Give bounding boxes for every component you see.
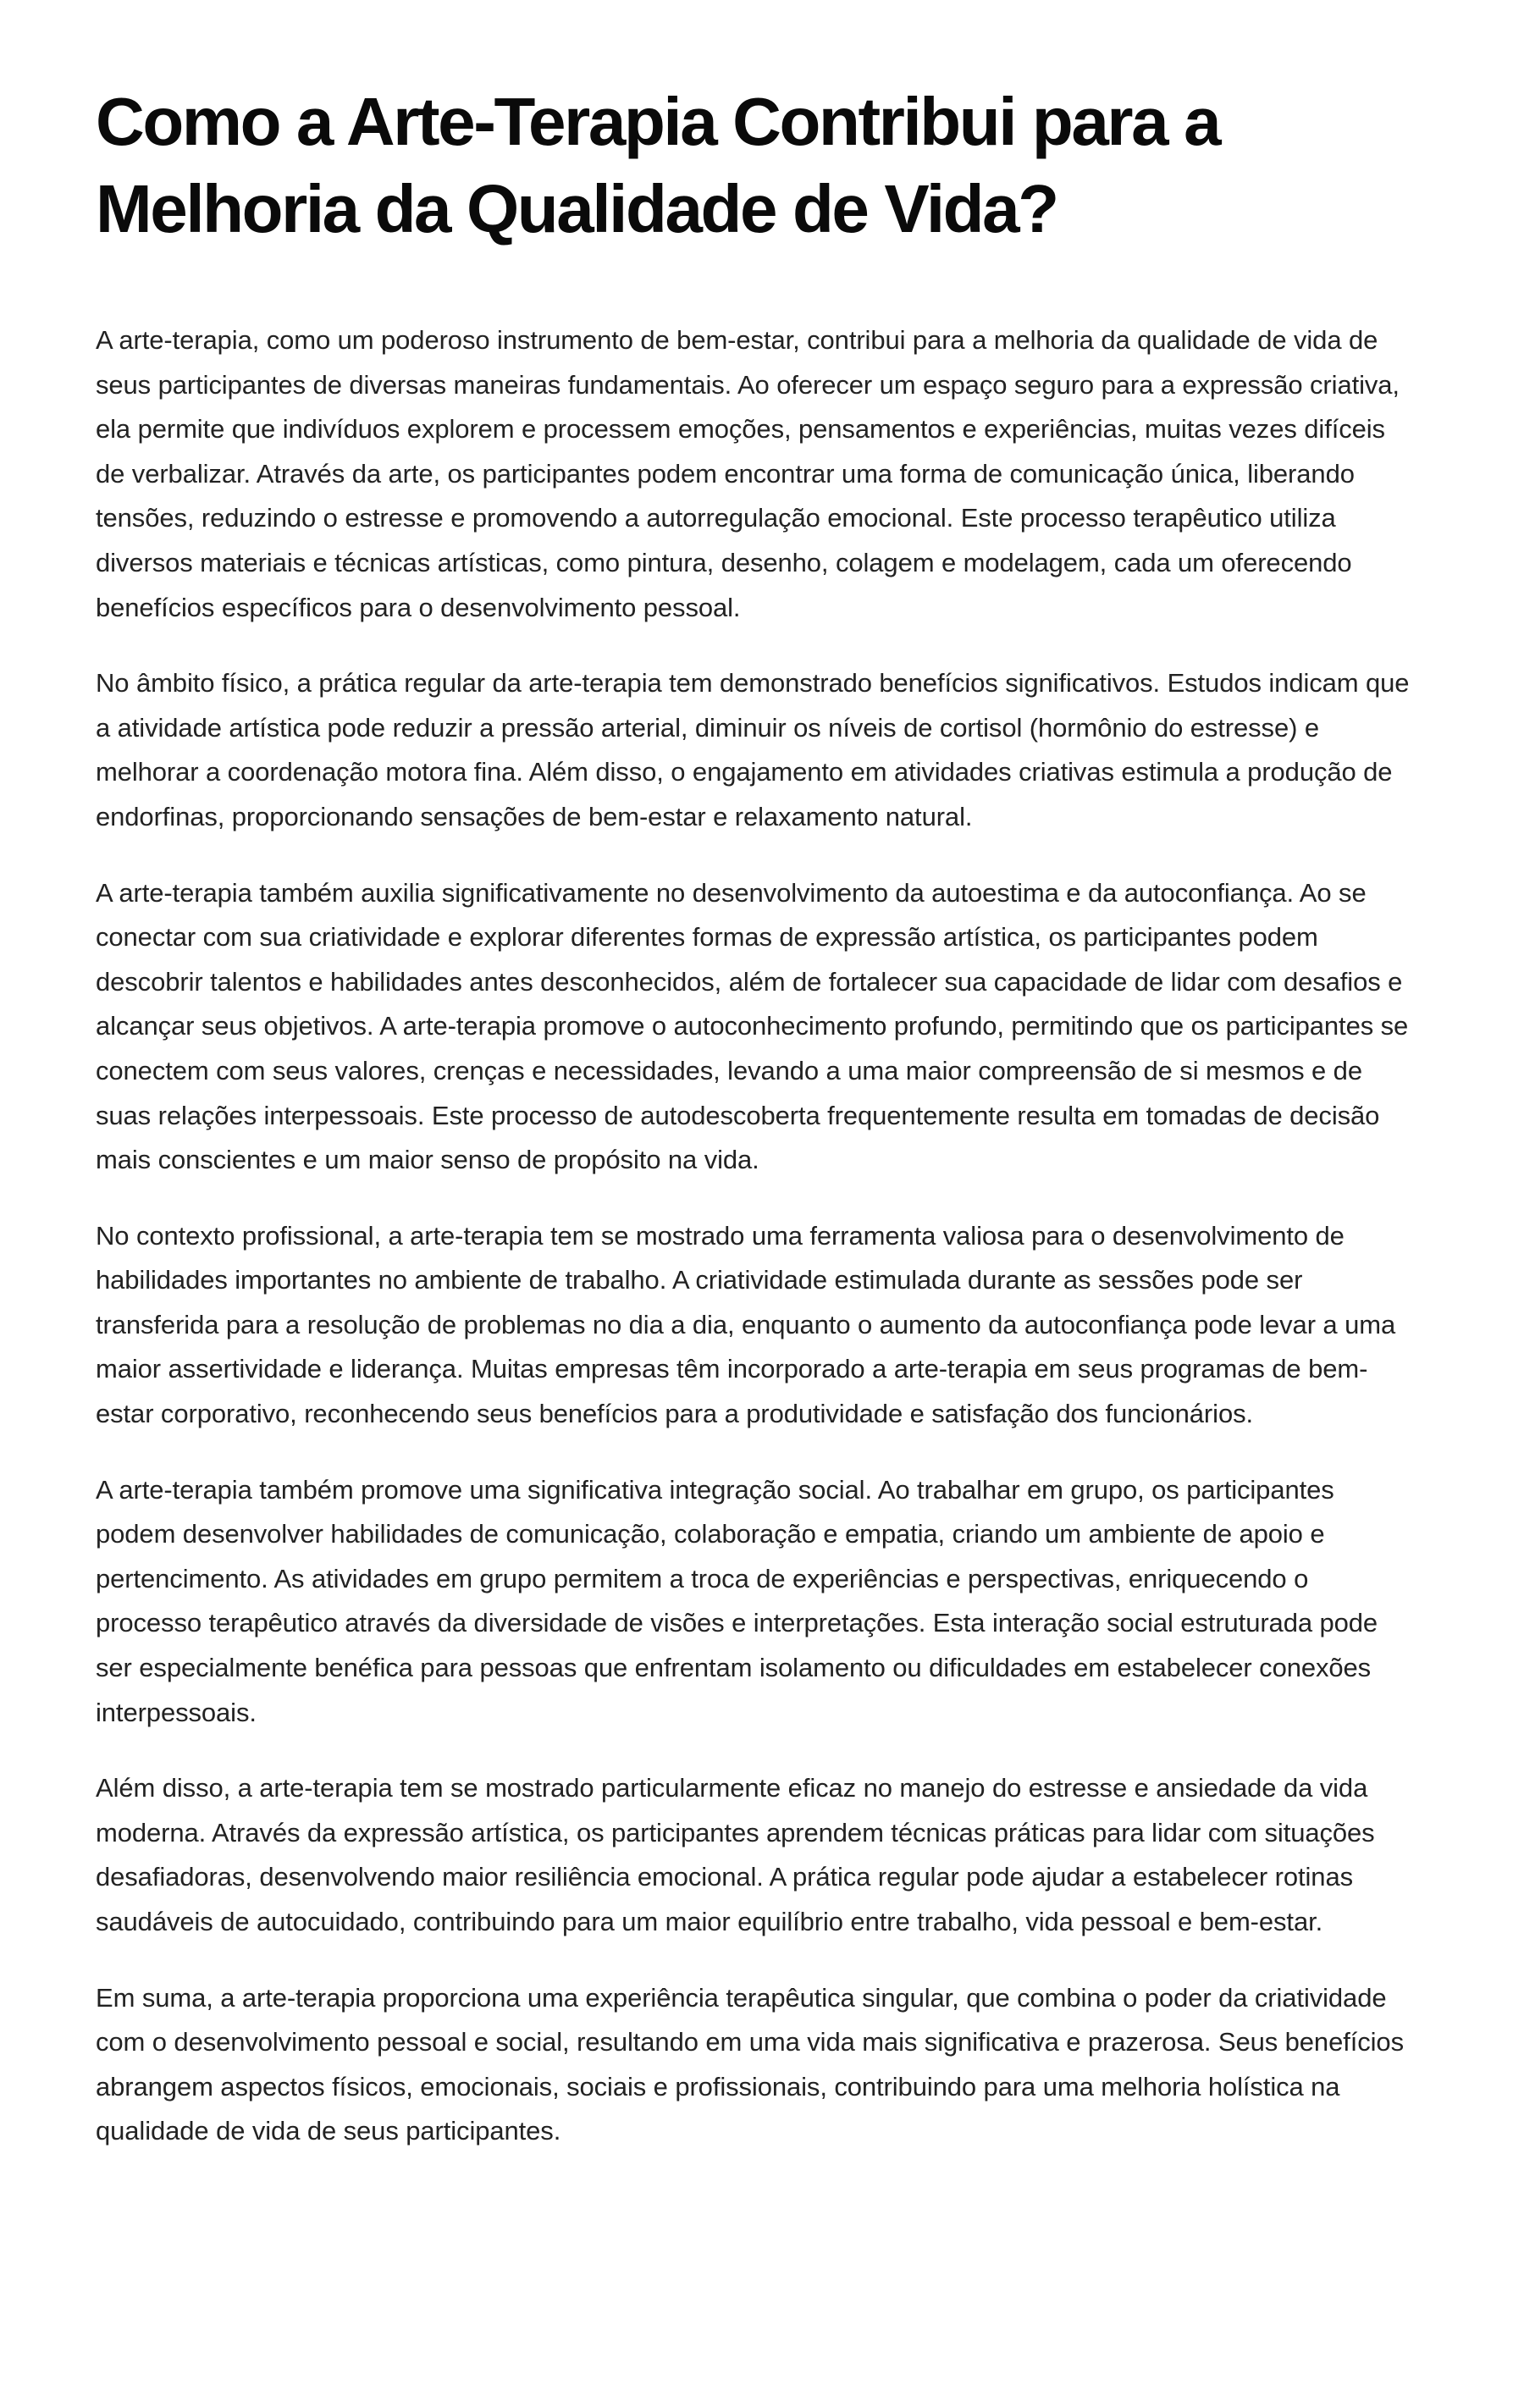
article: [96, 78, 1416, 2185]
paragraph-self-esteem: A arte-terapia também auxilia significativamente no desenvolvimento da autoestima e da autoconfiança. Ao se conectar com sua criatividade e explorar diferentes formas de expressão artística, os participantes podem descobrir talentos e habilidades antes desconhecidos, além de fortalecer sua capacidade de lidar com desafios e alcançar seus objetivos. A arte-terapia promove o autoconhecimento profundo, permitindo que os participantes se conectem com seus valores, crenças e necessidades, levando a uma maior compreensão de si mesmos e de suas relações interpessoais. Este processo de autodescoberta frequentemente resulta em tomadas de decisão mais conscientes e um maior senso de propósito na vida.: [96, 877, 1409, 1175]
article-title: Como a Arte-Terapia Contribui para a Melhoria da Qualidade de Vida?: [96, 84, 1220, 246]
paragraph-professional: No contexto profissional, a arte-terapia tem se mostrado uma ferramenta valiosa para o desenvolvimento de habilidades importantes no ambiente de trabalho. A criatividade estimulada durante as sessões pode ser transferida para a resolução de problemas no dia a dia, enquanto o aumento da autoconfiança pode levar a uma maior assertividade e liderança. Muitas empresas têm incorporado a arte-terapia em seus programas de bem-estar corporativo, reconhecendo seus benefícios para a produtividade e satisfação dos funcionários.: [96, 1220, 1396, 1429]
paragraph-intro: A arte-terapia, como um poderoso instrumento de bem-estar, contribui para a melhoria da qualidade de vida de seus participantes de diversas maneiras fundamentais. Ao oferecer um espaço seguro para a expressão criativa, ela permite que indivíduos explorem e processem emoções, pensamentos e experiências, muitas vezes difíceis de verbalizar. Através da arte, os participantes podem encontrar uma forma de comunicação única, liberando tensões, reduzindo o estresse e promovendo a autorregulação emocional. Este processo terapêutico utiliza diversos materiais e técnicas artísticas, como pintura, desenho, colagem e modelagem, cada um oferecendo benefícios específicos para o desenvolvimento pessoal.: [96, 325, 1400, 622]
paragraph-social: A arte-terapia também promove uma significativa integração social. Ao trabalhar em grupo, os participantes podem desenvolver habilidades de comunicação, colaboração e empatia, criando um ambiente de apoio e pertencimento. As atividades em grupo permitem a troca de experiências e perspectivas, enriquecendo o processo terapêutico através da diversidade de visões e interpretações. Esta interação social estruturada pode ser especialmente benéfica para pessoas que enfrentam isolamento ou dificuldades em estabelecer conexões interpessoais.: [96, 1474, 1378, 1727]
paragraph-physical: No âmbito físico, a prática regular da arte-terapia tem demonstrado benefícios significativos. Estudos indicam que a atividade artística pode reduzir a pressão arterial, diminuir os níveis de cortisol (hormônio do estresse) e melhorar a coordenação motora fina. Além disso, o engajamento em atividades criativas estimula a produção de endorfinas, proporcionando sensações de bem-estar e relaxamento natural.: [96, 668, 1410, 831]
paragraph-conclusion: Em suma, a arte-terapia proporciona uma experiência terapêutica singular, que combina o poder da criatividade com o desenvolvimento pessoal e social, resultando em uma vida mais significativa e prazerosa. Seus benefícios abrangem aspectos físicos, emocionais, sociais e profissionais, contribuindo para uma melhoria holística na qualidade de vida de seus participantes.: [96, 1982, 1404, 2146]
paragraph-stress: Além disso, a arte-terapia tem se mostrado particularmente eficaz no manejo do estresse e ansiedade da vida moderna. Através da expressão artística, os participantes aprendem técnicas práticas para lidar com situações desafiadoras, desenvolvendo maior resiliência emocional. A prática regular pode ajudar a estabelecer rotinas saudáveis de autocuidado, contribuindo para um maior equilíbrio entre trabalho, vida pessoal e bem-estar.: [96, 1773, 1375, 1936]
